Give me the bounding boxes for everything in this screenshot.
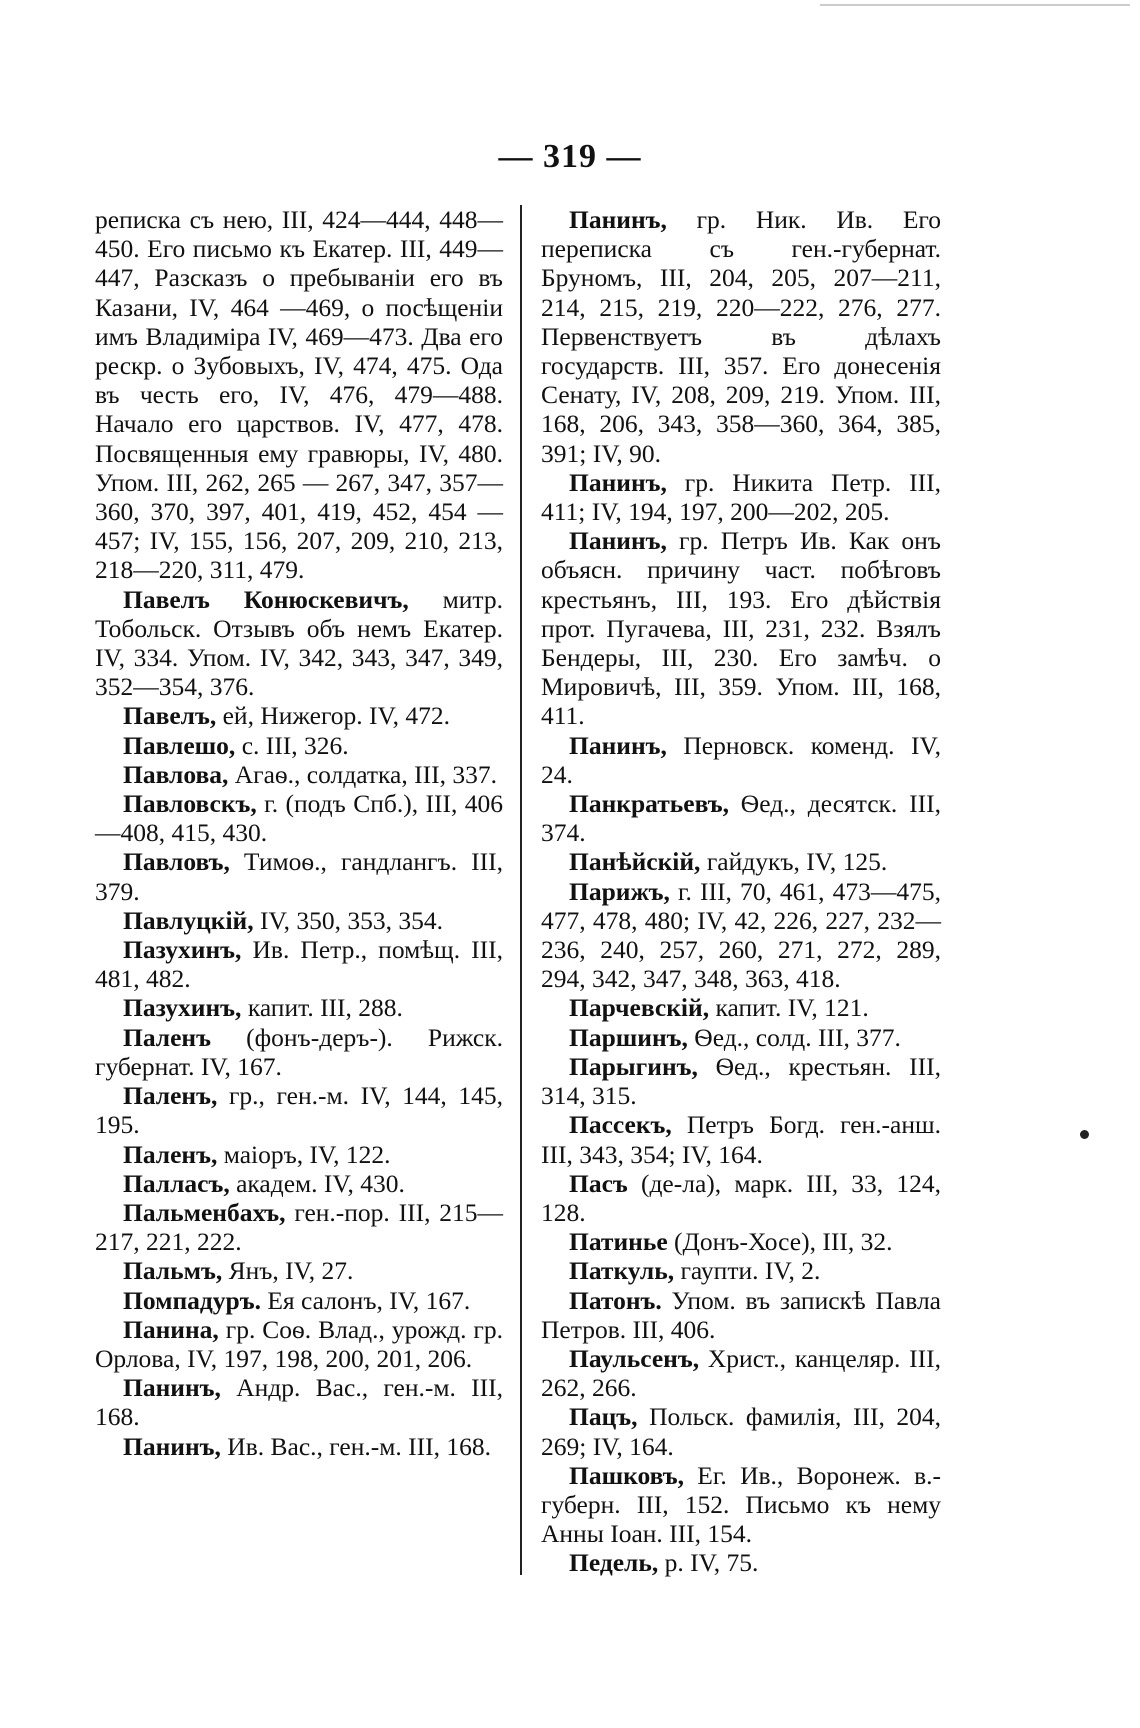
entry-headword: Павлешо,	[123, 730, 236, 760]
entry-headword: Парижъ,	[569, 876, 670, 906]
entry-headword: Пацъ,	[569, 1402, 638, 1432]
entry-text: гр. Петръ Ив. Как онъ объясн. причину част. побѣговъ крестьянъ, III, 193. Его дѣйствія прот. Пугачева, III, 231, 232. Взялъ Бендеры, III, 230. Его замѣч. о Мировичѣ, III, 359. Упом. III, 168, 411.	[541, 526, 941, 731]
entry-headword: Павелъ Конюскевичъ,	[123, 584, 409, 614]
entry-text: реписка съ нею, III, 424—444, 448—450. Его письмо къ Екатер. III, 449—447, Разсказъ о пребываніи его въ Казани, IV, 464 —469, о посѣщеніи имъ Владиміра IV, 469—473. Два его рескр. о Зубовыхъ, IV, 474, 475. Ода въ честь его, IV, 476, 479—488. Начало его царствов. IV, 477, 478. Посвященныя ему гравюры, IV, 480. Упом. III, 262, 265 — 267, 347, 357—360, 370, 397, 401, 419, 452, 454 — 457; IV, 155, 156, 207, 209, 210, 213, 218—220, 311, 479.	[95, 205, 503, 585]
entry-headword: Панѣйскій,	[569, 847, 701, 877]
index-entry	[95, 1315, 503, 1373]
index-entry	[95, 1169, 503, 1198]
entry-text: (Донъ-Хосе), III, 32.	[667, 1227, 893, 1257]
entry-text: академ. IV, 430.	[229, 1168, 405, 1198]
index-entry	[95, 906, 503, 935]
entry-text: г. III, 70, 461, 473—475, 477, 478, 480; IV, 42, 226, 227, 232—236, 240, 257, 260, 271, 272, 289, 294, 342, 347, 348, 363, 418.	[541, 876, 941, 994]
entry-text: гр., ген.-м. IV, 144, 145, 195.	[95, 1081, 503, 1140]
index-entry	[541, 1548, 941, 1577]
entry-headword: Панина,	[123, 1314, 219, 1344]
entry-text: г. (подъ Спб.), III, 406—408, 415, 430.	[95, 789, 503, 848]
entry-headword: Пассекъ,	[569, 1110, 672, 1140]
index-entry	[95, 1198, 503, 1256]
index-entry	[95, 789, 503, 847]
entry-text: Ив. Петр., помѣщ. III, 481, 482.	[95, 935, 503, 994]
entry-headword: Панинъ,	[123, 1373, 221, 1403]
index-entry	[95, 701, 503, 730]
index-entry	[95, 1140, 503, 1169]
entry-text: ей, Нижегор. IV, 472.	[216, 701, 451, 731]
entry-text: Ѳед., десятск. III, 374.	[541, 789, 941, 848]
index-entry	[95, 585, 503, 702]
index-entry	[541, 993, 941, 1022]
entry-headword: Палласъ,	[123, 1168, 230, 1198]
index-entry	[541, 1344, 941, 1402]
entry-text: ген.-пор. III, 215—217, 221, 222.	[95, 1197, 503, 1257]
index-entry	[541, 877, 941, 994]
entry-text: Агаѳ., солдатка, III, 337.	[228, 759, 497, 789]
index-entry	[541, 789, 941, 847]
entry-headword: Паленъ,	[123, 1139, 218, 1169]
entry-headword: Паленъ,	[123, 1081, 218, 1111]
index-entry	[95, 1286, 503, 1315]
entry-headword: Патинье	[569, 1227, 668, 1257]
entry-text: Упом. въ запискѣ Павла Петров. III, 406.	[541, 1285, 941, 1344]
entry-headword: Паршинъ,	[569, 1022, 688, 1052]
entry-headword: Пазухинъ,	[123, 993, 242, 1023]
index-entry	[541, 205, 941, 468]
index-entry	[541, 1402, 941, 1460]
index-entry	[541, 1461, 941, 1549]
entry-headword: Павлуцкій,	[123, 905, 254, 935]
entry-text: гайдукъ, IV, 125.	[700, 847, 888, 877]
entry-text: IV, 350, 353, 354.	[253, 905, 443, 935]
entry-text: Янъ, IV, 27.	[222, 1256, 354, 1286]
entry-text: Польск. фамилія, III, 204, 269; IV, 164.	[541, 1402, 941, 1461]
index-entry	[541, 1110, 941, 1168]
index-entry	[95, 1256, 503, 1285]
entry-headword: Панинъ,	[569, 730, 667, 760]
entry-text: Ив. Вас., ген.-м. III, 168.	[220, 1431, 491, 1461]
index-entry	[541, 1286, 941, 1344]
index-entry	[95, 205, 503, 585]
entry-headword: Пазухинъ,	[123, 935, 242, 965]
entry-text: капит. IV, 121.	[709, 993, 869, 1023]
entry-headword: Паульсенъ,	[569, 1343, 700, 1373]
index-entry	[541, 468, 941, 526]
entry-headword: Панкратьевъ,	[569, 789, 729, 819]
entry-text: Ея салонъ, IV, 167.	[260, 1285, 471, 1315]
entry-text: Андр. Вас., ген.-м. III, 168.	[95, 1373, 503, 1432]
entry-headword: Пальмъ,	[123, 1256, 223, 1286]
entry-headword: Помпадуръ.	[123, 1285, 261, 1315]
right-column	[541, 205, 941, 1578]
entry-text: Ег. Ив., Воронеж. в.-губерн. III, 152. Письмо къ нему Анны Іоан. III, 154.	[541, 1460, 941, 1549]
top-edge-rule	[820, 4, 1130, 6]
entry-headword: Павловскъ,	[123, 789, 257, 819]
entry-text: (де-ла), марк. III, 33, 124, 128.	[541, 1168, 941, 1227]
index-entry	[541, 1256, 941, 1285]
entry-text: митр. Тобольск. Отзывъ объ немъ Екатер. IV, 334. Упом. IV, 342, 343, 347, 349, 352—354, 376.	[95, 584, 503, 702]
index-entry	[541, 526, 941, 730]
entry-headword: Пашковъ,	[569, 1460, 684, 1490]
entry-text: р. IV, 75.	[658, 1548, 759, 1578]
index-entry	[95, 993, 503, 1022]
entry-headword: Павелъ,	[123, 701, 217, 731]
entry-headword: Парыгинъ,	[569, 1051, 698, 1081]
entry-headword: Педель,	[569, 1548, 659, 1578]
entry-text: с. III, 326.	[235, 730, 349, 760]
index-entry	[95, 1023, 503, 1081]
entry-headword: Панинъ,	[569, 205, 667, 234]
entry-text: гр. Никита Петр. III, 411; IV, 194, 197, 200—202, 205.	[541, 467, 941, 527]
index-entry	[541, 1023, 941, 1052]
entry-text: гр. Соѳ. Влад., урожд. гр. Орлова, IV, 197, 198, 200, 201, 206.	[95, 1314, 503, 1373]
column-divider	[520, 205, 522, 1575]
index-entry	[95, 1432, 503, 1461]
entry-headword: Парчевскій,	[569, 993, 710, 1023]
entry-text: Ѳед., крестьян. III, 314, 315.	[541, 1051, 941, 1111]
index-entry	[95, 935, 503, 993]
entry-headword: Пасъ	[569, 1168, 628, 1198]
index-entry	[541, 731, 941, 789]
entry-headword: Панинъ,	[569, 526, 667, 556]
entry-text: Ѳед., солд. III, 377.	[687, 1022, 901, 1052]
entry-headword: Паткуль,	[569, 1256, 675, 1286]
page-number: — 319 —	[498, 138, 642, 175]
index-entry	[541, 1169, 941, 1227]
entry-text: гр. Ник. Ив. Его переписка съ ген.-губернат. Бруномъ, III, 204, 205, 207—211, 214, 215, 219, 220—222, 276, 277. Первенствуетъ въ дѣлахъ государств. III, 357. Его донесенія Сенату, IV, 208, 209, 219. Упом. III, 168, 206, 343, 358—360, 364, 385, 391; IV, 90.	[541, 205, 941, 468]
index-entry	[95, 760, 503, 789]
index-entry	[541, 1052, 941, 1110]
entry-text: капит. III, 288.	[241, 993, 403, 1023]
entry-headword: Патонъ.	[569, 1285, 662, 1315]
entry-headword: Паленъ	[123, 1022, 211, 1052]
entry-text: Петръ Богд. ген.-анш. III, 343, 354; IV, 164.	[541, 1110, 941, 1169]
left-column	[95, 205, 503, 1461]
entry-headword: Павловъ,	[123, 847, 230, 877]
entry-headword: Панинъ,	[123, 1431, 221, 1461]
margin-dot	[1080, 1130, 1089, 1139]
entry-text: Тимоѳ., гандлангъ. III, 379.	[95, 847, 503, 906]
index-entry	[95, 731, 503, 760]
index-entry	[541, 1227, 941, 1256]
entry-headword: Павлова,	[123, 759, 229, 789]
entry-text: Христ., канцеляр. III, 262, 266.	[541, 1343, 941, 1403]
index-entry	[541, 847, 941, 876]
index-entry	[95, 1081, 503, 1139]
index-entry	[95, 847, 503, 905]
entry-text: Перновск. коменд. IV, 24.	[541, 730, 941, 789]
entry-text: (фонъ-деръ-). Рижск. губернат. IV, 167.	[95, 1022, 503, 1081]
entry-headword: Пальменбахъ,	[123, 1197, 286, 1227]
entry-text: гаупти. IV, 2.	[674, 1256, 821, 1286]
entry-text: маіоръ, IV, 122.	[217, 1139, 391, 1169]
index-entry	[95, 1373, 503, 1431]
entry-headword: Панинъ,	[569, 467, 667, 497]
